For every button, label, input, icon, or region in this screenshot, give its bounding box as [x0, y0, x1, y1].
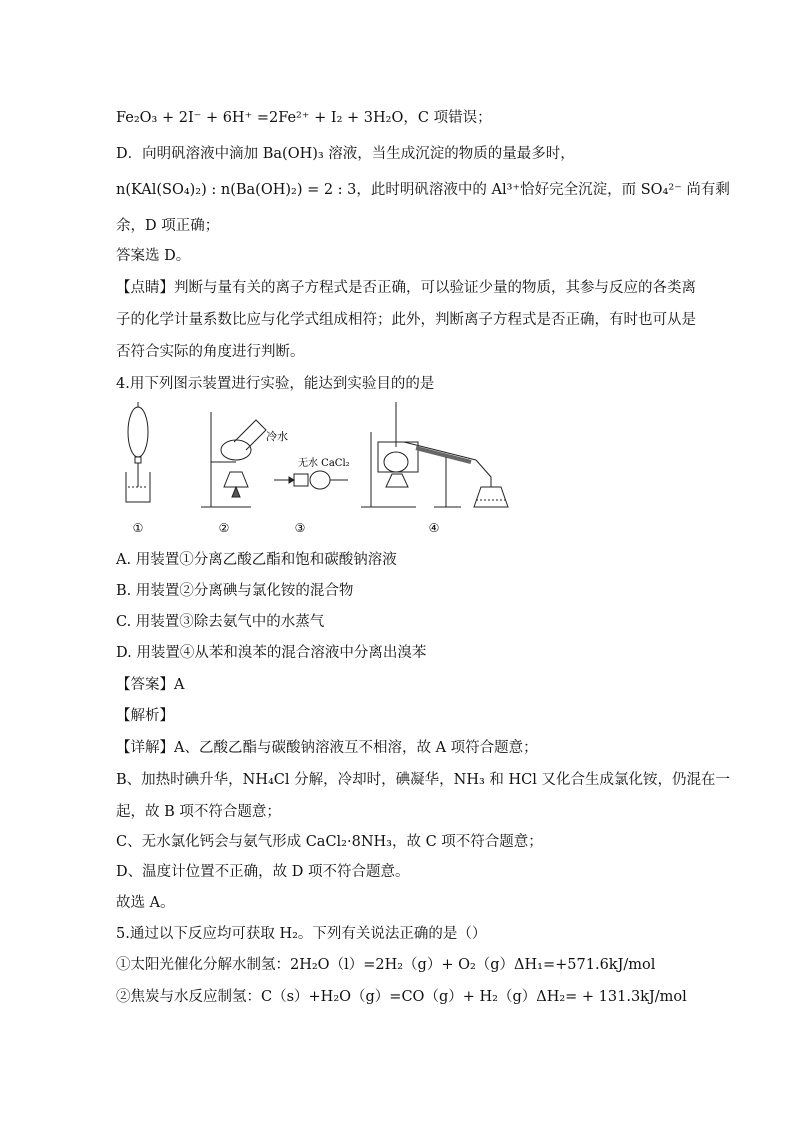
apparatus-label-3: ③	[294, 521, 306, 535]
question-5: 5.通过以下反应均可获取 H₂。下列有关说法正确的是（）	[116, 926, 487, 942]
drying-tube-icon	[274, 471, 348, 489]
cold-water-label: 冷水	[266, 430, 288, 443]
analysis-heading: 【解析】	[116, 708, 174, 724]
line-2: D．向明矾溶液中滴加 Ba(OH)₃ 溶液，当生成沉淀的物质的量最多时，	[116, 146, 575, 162]
reaction-2: ②焦炭与水反应制氢：C（s）+H₂O（g）=CO（g）+ H₂（g）ΔH₂= + 131.3kJ/mol	[116, 989, 687, 1005]
tip-line-2: 子的化学计量系数比应与化学式组成相符；此外，判断离子方程式是否正确，有时也可从是	[116, 312, 696, 328]
separatory-funnel-icon	[126, 402, 150, 502]
option-c: C. 用装置③除去氨气中的水蒸气	[116, 614, 325, 630]
explain-line-2: B、加热时碘升华，NH₄Cl 分解，冷却时，碘凝华，NH₃ 和 HCl 又化合生成氯化铵，仍混在一	[116, 772, 730, 788]
tip-line-3: 否符合实际的角度进行判断。	[116, 344, 305, 360]
distillation-apparatus-icon	[361, 402, 508, 507]
option-d: D. 用装置④从苯和溴苯的混合溶液中分离出溴苯	[116, 645, 427, 661]
option-a: A. 用装置①分离乙酸乙酯和饱和碳酸钠溶液	[116, 552, 397, 568]
reaction-1: ①太阳光催化分解水制氢：2H₂O（l）=2H₂（g）+ O₂（g）ΔH₁=+571.6kJ/mol	[116, 957, 656, 973]
explain-line-6: 故选 A。	[116, 895, 175, 911]
sublimation-apparatus-icon	[201, 412, 266, 507]
question-4: 4.用下列图示装置进行实验，能达到实验目的的是	[116, 376, 435, 392]
option-b: B. 用装置②分离碘与氯化铵的混合物	[116, 583, 354, 599]
explain-line-5: D、温度计位置不正确，故 D 项不符合题意。	[116, 864, 410, 880]
explain-line-4: C、无水氯化钙会与氨气形成 CaCl₂·8NH₃，故 C 项不符合题意；	[116, 834, 543, 850]
line-4: 余，D 项正确；	[116, 218, 220, 234]
apparatus-figure	[116, 402, 526, 542]
answer: 【答案】A	[116, 677, 185, 693]
apparatus-label-1: ①	[132, 521, 144, 535]
line-5: 答案选 D。	[116, 248, 191, 264]
apparatus-label-4: ④	[428, 521, 440, 535]
anhydrous-cacl2-label: 无水 CaCl₂	[298, 458, 350, 469]
explain-line-1: 【详解】A、乙酸乙酯与碳酸钠溶液互不相溶，故 A 项符合题意；	[116, 740, 538, 756]
tip-line-1: 【点睛】判断与量有关的离子方程式是否正确，可以验证少量的物质，其参与反应的各类离	[116, 280, 696, 296]
explain-line-3: 起，故 B 项不符合题意；	[116, 804, 281, 820]
line-3: n(KAl(SO₄)₂) : n(Ba(OH)₂) = 2 : 3，此时明矾溶液中的 Al³⁺恰好完全沉淀，而 SO₄²⁻ 尚有剩	[116, 182, 730, 198]
apparatus-label-2: ②	[218, 521, 230, 535]
line-1: Fe₂O₃ + 2I⁻ + 6H⁺ =2Fe²⁺ + I₂ + 3H₂O，C 项错误；	[116, 110, 492, 126]
